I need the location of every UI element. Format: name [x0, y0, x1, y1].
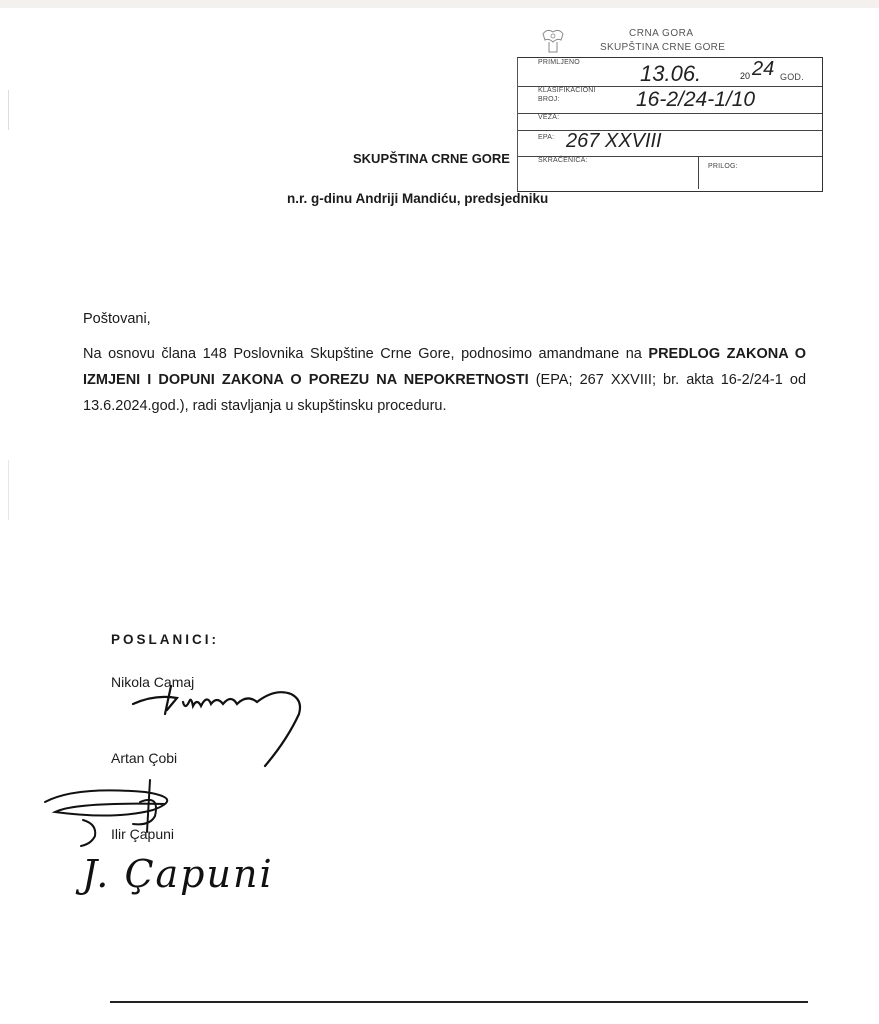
scan-top-band	[0, 0, 879, 8]
stamp-label-abbrev: SKRAĆENICA:	[538, 157, 588, 164]
stamp-year-label: GOD.	[780, 72, 804, 82]
signatory-name: Nikola Camaj	[111, 674, 195, 690]
stamp-class-number: 16-2/24-1/10	[636, 88, 756, 111]
body-text-intro: Na osnovu člana 148 Poslovnika Skupštine Crne Gore, podnosimo amandmane na	[83, 346, 649, 362]
signatory-name: Ilir Çapuni	[111, 826, 175, 842]
signatory-name: Artan Çobi	[111, 750, 178, 766]
recipient-heading: SKUPŠTINA CRNE GORE	[353, 151, 510, 166]
stamp-epa-value: 267 XXVIII	[566, 130, 662, 152]
scan-edge-mark	[8, 460, 9, 520]
stamp-label-link: VEZA:	[538, 114, 560, 121]
attention-line: n.r. g-dinu Andriji Mandiću, predsjedniku	[287, 191, 549, 206]
stamp-org-parliament: SKUPŠTINA CRNE GORE	[600, 42, 726, 53]
scan-edge-mark	[8, 90, 9, 130]
stamp-label-epa: EPA:	[538, 134, 555, 141]
stamp-label-number: BROJ:	[538, 96, 560, 103]
stamp-org-country: CRNA GORA	[629, 28, 694, 39]
stamp-year-suffix: 24	[752, 58, 775, 80]
body-text-reference: (EPA; 267 XXVIII; br. akta 16-2/24-1 od 13.6.2024.god.), radi stavljanja u skupštinsku proceduru.	[83, 372, 807, 414]
signature-ilir-capuni: J. Çapuni	[82, 852, 274, 896]
registration-stamp	[517, 22, 823, 192]
footer-rule	[110, 1001, 808, 1003]
signatories-title: POSLANICI:	[111, 632, 220, 647]
body-paragraph	[83, 341, 806, 419]
stamp-row-divider	[518, 130, 822, 131]
stamp-label-attachment: PRILOG:	[708, 163, 738, 170]
stamp-header	[517, 22, 823, 57]
greeting: Poštovani,	[83, 311, 151, 327]
body-text-law-title: PREDLOG ZAKONA O IZMJENI I DOPUNI ZAKONA O POREZU NA NEPOKRETNOSTI	[83, 346, 806, 388]
stamp-received-date: 13.06.	[640, 61, 702, 86]
coat-of-arms-icon	[535, 26, 571, 56]
stamp-label-received: PRIMLJENO	[538, 59, 580, 66]
stamp-box	[517, 57, 823, 192]
stamp-year-prefix: 20	[740, 71, 751, 81]
stamp-column-divider	[698, 156, 699, 189]
stamp-row-divider	[518, 113, 822, 114]
stamp-label-class: KLASIFIKACIONI	[538, 87, 596, 94]
